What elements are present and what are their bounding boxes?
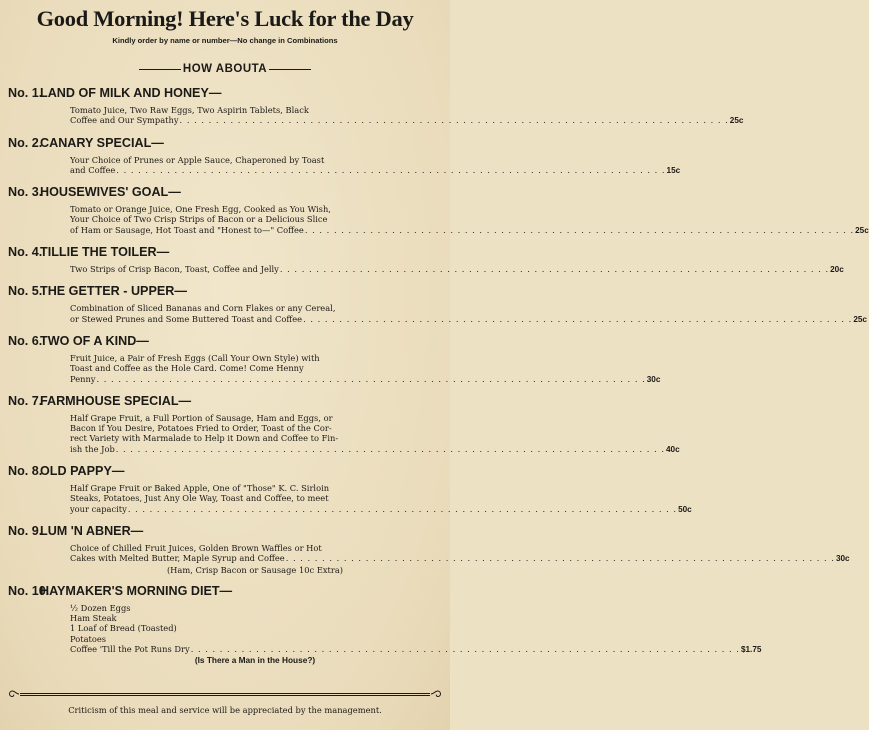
- dot-leader: . . . . . . . . . . . . . . . . . . . . . . . . . . . . . . . . . . . . . . . . . . . . . . . . . . . . . . . . . . . . . . . . . . . . . . . . . . . .: [115, 443, 665, 454]
- dot-leader: . . . . . . . . . . . . . . . . . . . . . . . . . . . . . . . . . . . . . . . . . . . . . . . . . . . . . . . . . . . . . . . . . . . . . . . . . . . .: [127, 503, 678, 514]
- description-line: Half Grape Fruit or Baked Apple, One of "Those" K. C. Sirloin: [70, 483, 330, 494]
- menu-item-number: No. 2.: [8, 135, 43, 150]
- menu-item-description: [70, 483, 692, 515]
- menu-item-number: No. 4.: [8, 245, 43, 260]
- description-price-line: [70, 164, 681, 176]
- menu-item-number: No. 5.: [8, 284, 43, 299]
- menu-item-heading: [8, 334, 442, 349]
- dot-leader: . . . . . . . . . . . . . . . . . . . . . . . . . . . . . . . . . . . . . . . . . . . . . . . . . . . . . . . . . . . . . . . . . . . . . . . . . . . .: [279, 264, 830, 275]
- menu-item-price: 15c: [666, 165, 681, 175]
- menu-item-name: OLD PAPPY—: [40, 464, 125, 479]
- menu-item-note: (Ham, Crisp Bacon or Sausage 10c Extra): [166, 564, 344, 575]
- menu-item-number: No. 10.: [8, 583, 50, 598]
- menu-item: [8, 393, 680, 455]
- menu-item-price: $1.75: [740, 645, 762, 655]
- menu-item: [8, 583, 762, 666]
- menu-item-heading: [8, 284, 442, 299]
- description-line: or Stewed Prunes and Some Buttered Toast and Coffee: [70, 313, 303, 324]
- divider-bar: [20, 693, 430, 696]
- description-line: Two Strips of Crisp Bacon, Toast, Coffee and Jelly: [70, 264, 279, 275]
- menu-item-heading: [8, 86, 442, 101]
- description-price-line: [70, 373, 661, 385]
- menu-item-description: [70, 602, 762, 666]
- menu-item-price: 30c: [646, 374, 661, 384]
- description-line: Your Choice of Two Crisp Strips of Bacon or a Delicious Slice: [70, 214, 328, 225]
- description-line: Steaks, Potatoes, Just Any Ole Way, Toast and Coffee, to meet: [70, 493, 329, 504]
- description-line: Coffee and Our Sympathy: [70, 115, 179, 126]
- menu-item: [8, 86, 744, 127]
- menu-item-price: 40c: [666, 444, 680, 454]
- menu-item: [8, 245, 844, 275]
- description-price-line: [70, 644, 762, 655]
- menu-item-description: [70, 412, 680, 455]
- description-price-line: [70, 313, 867, 325]
- menu-item-name: FARMHOUSE SPECIAL—: [40, 393, 192, 408]
- dot-leader: . . . . . . . . . . . . . . . . . . . . . . . . . . . . . . . . . . . . . . . . . . . . . . . . . . . . . . . . . . . . . . . . . . . . . . . . . . . .: [116, 164, 666, 175]
- dot-leader: . . . . . . . . . . . . . . . . . . . . . . . . . . . . . . . . . . . . . . . . . . . . . . . . . . . . . . . . . . . . . . . . . . . . . . . . . . . .: [179, 115, 729, 126]
- description-line: ish the Job: [70, 443, 115, 454]
- menu-items: [8, 86, 869, 666]
- description-price-line: [70, 503, 692, 515]
- menu-item-heading: [8, 584, 442, 599]
- menu-item-note: (Is There a Man in the House?): [194, 655, 316, 666]
- menu-item-name: CANARY SPECIAL—: [40, 135, 164, 150]
- menu-item-price: 25c: [855, 225, 869, 235]
- description-price-line: [70, 115, 744, 126]
- footer-note: Criticism of this meal and service will be appreciated by the management.: [68, 705, 382, 715]
- description-line: Your Choice of Prunes or Apple Sauce, Chaperoned by Toast: [70, 154, 325, 165]
- menu-item: [8, 185, 869, 236]
- menu-subtitle: Kindly order by name or number—No change in Combinations: [112, 36, 338, 45]
- description-price-line: [70, 443, 680, 455]
- menu-item-price: 50c: [678, 504, 692, 514]
- scroll-ornament-right-icon: [430, 690, 442, 698]
- menu-item-description: [70, 105, 744, 127]
- description-line: Cakes with Melted Butter, Maple Syrup and Coffee: [70, 553, 285, 564]
- description-line: Fruit Juice, a Pair of Fresh Eggs (Call Your Own Style) with: [70, 352, 320, 363]
- menu-title: Good Morning! Here's Luck for the Day: [36, 6, 414, 31]
- menu-item-price: 25c: [729, 116, 744, 126]
- description-line: your capacity: [70, 503, 127, 514]
- menu-item-number: No. 7.: [8, 393, 43, 408]
- ornamental-divider: [8, 689, 442, 699]
- description-line: rect Variety with Marmalade to Help it Down and Coffee to Fin-: [70, 433, 339, 444]
- scroll-ornament-left-icon: [8, 690, 20, 698]
- menu-item-heading: [8, 185, 442, 200]
- section-rule-left: [139, 69, 181, 70]
- description-price-line: [70, 553, 850, 564]
- menu-item: [8, 464, 692, 515]
- dot-leader: . . . . . . . . . . . . . . . . . . . . . . . . . . . . . . . . . . . . . . . . . . . . . . . . . . . . . . . . . . . . . . . . . . . . . . . . . . . .: [304, 224, 855, 235]
- description-line: ½ Dozen Eggs: [70, 602, 131, 613]
- description-line: Ham Steak: [70, 613, 117, 624]
- menu-item: [8, 523, 850, 575]
- description-line: Tomato or Orange Juice, One Fresh Egg, Cooked as You Wish,: [70, 204, 331, 215]
- menu-item-name: THE GETTER - UPPER—: [40, 284, 187, 299]
- menu-item-description: [70, 204, 869, 236]
- menu-item-description: [70, 542, 850, 575]
- menu-item-price: 25c: [853, 314, 867, 324]
- dot-leader: . . . . . . . . . . . . . . . . . . . . . . . . . . . . . . . . . . . . . . . . . . . . . . . . . . . . . . . . . . . . . . . . . . . . . . . . . . . .: [190, 644, 740, 655]
- menu-item-heading: [8, 464, 442, 479]
- menu-item-price: 30c: [835, 554, 850, 564]
- description-line: Choice of Chilled Fruit Juices, Golden Brown Waffles or Hot: [70, 542, 322, 553]
- section-rule-right: [269, 69, 311, 70]
- menu-item-name: TILLIE THE TOILER—: [40, 245, 170, 260]
- description-line: Coffee 'Till the Pot Runs Dry: [70, 644, 190, 655]
- menu-item-name: LUM 'N ABNER—: [40, 523, 144, 538]
- dot-leader: . . . . . . . . . . . . . . . . . . . . . . . . . . . . . . . . . . . . . . . . . . . . . . . . . . . . . . . . . . . . . . . . . . . . . . . . . . . .: [303, 313, 853, 324]
- section-heading: [8, 61, 442, 77]
- menu-item-name: TWO OF A KIND—: [40, 333, 149, 348]
- menu-item: [8, 135, 681, 177]
- description-line: and Coffee: [70, 164, 116, 175]
- menu-item: [8, 333, 661, 385]
- menu-item-price: 20c: [830, 265, 844, 275]
- description-line: Potatoes: [70, 633, 107, 644]
- description-line: 1 Loaf of Bread (Toasted): [70, 623, 177, 634]
- menu-item-number: No. 8.: [8, 464, 43, 479]
- menu-item-heading: [8, 394, 442, 409]
- menu-item-number: No. 1.: [8, 86, 43, 100]
- description-line: Toast and Coffee as the Hole Card. Come! Come Henny: [70, 363, 304, 374]
- menu-item-number: No. 3.: [8, 185, 43, 200]
- menu-item-heading: [8, 245, 442, 260]
- description-line: Penny: [70, 373, 96, 384]
- description-line: Half Grape Fruit, a Full Portion of Sausage, Ham and Eggs, or: [70, 412, 333, 423]
- description-line: Bacon if You Desire, Potatoes Fried to Order, Toast of the Cor-: [70, 423, 332, 434]
- menu-item-heading: [8, 524, 442, 539]
- menu-item-description: [70, 264, 844, 275]
- description-line: Tomato Juice, Two Raw Eggs, Two Aspirin Tablets, Black: [70, 105, 309, 115]
- menu-item: [8, 284, 867, 325]
- description-line: of Ham or Sausage, Hot Toast and "Honest to—" Coffee: [70, 224, 304, 235]
- menu-item-heading: [8, 136, 442, 151]
- section-heading-text: HOW ABOUTA: [182, 63, 268, 75]
- description-price-line: [70, 264, 844, 275]
- dot-leader: . . . . . . . . . . . . . . . . . . . . . . . . . . . . . . . . . . . . . . . . . . . . . . . . . . . . . . . . . . . . . . . . . . . . . . . . . . . .: [285, 553, 835, 564]
- description-line: Combination of Sliced Bananas and Corn Flakes or any Cereal,: [70, 303, 336, 314]
- dot-leader: . . . . . . . . . . . . . . . . . . . . . . . . . . . . . . . . . . . . . . . . . . . . . . . . . . . . . . . . . . . . . . . . . . . . . . . . . . . .: [96, 373, 646, 384]
- description-price-line: [70, 224, 869, 236]
- menu-item-name: HAYMAKER'S MORNING DIET—: [40, 583, 233, 598]
- menu-item-name: HOUSEWIVES' GOAL—: [40, 185, 181, 200]
- menu-item-description: [70, 154, 681, 177]
- menu-item-number: No. 9.: [8, 523, 43, 538]
- menu-item-name: LAND OF MILK AND HONEY—: [40, 86, 222, 100]
- menu-item-number: No. 6.: [8, 333, 43, 348]
- menu-item-description: [70, 303, 867, 325]
- menu-item-description: [70, 352, 661, 385]
